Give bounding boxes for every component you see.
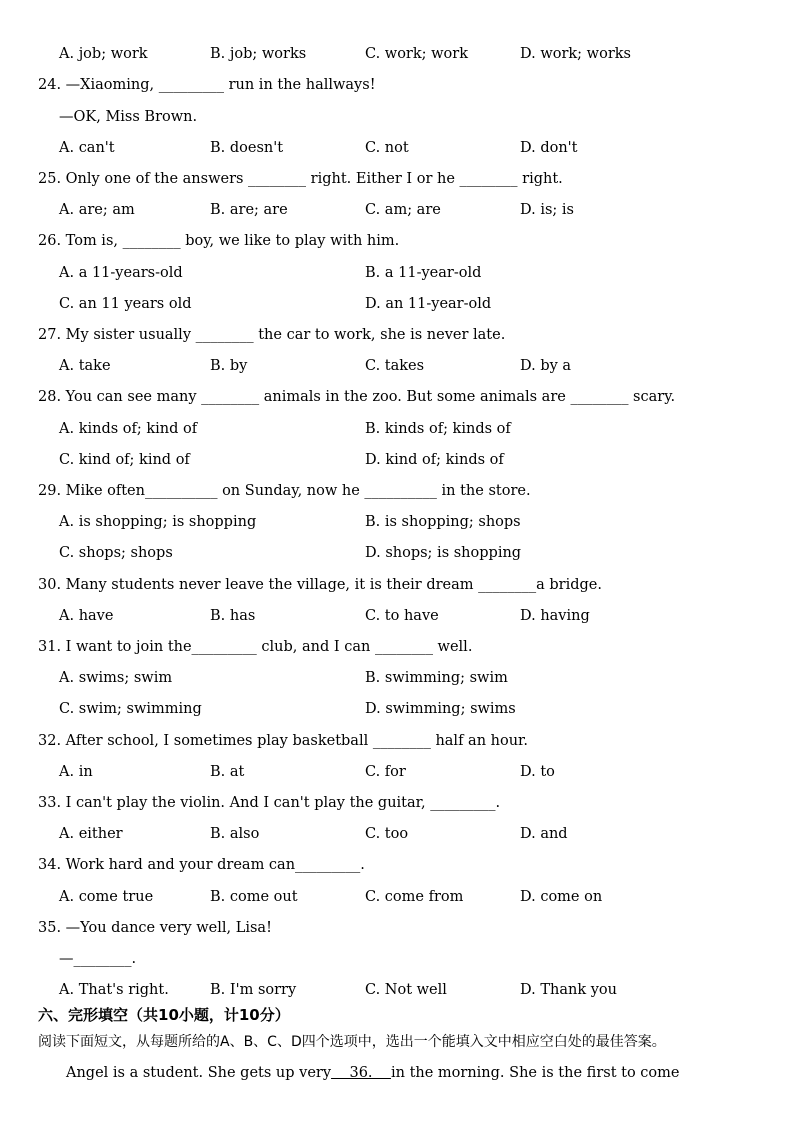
option-d: D. is; is — [520, 202, 574, 218]
question-32-stem: 32. After school, I sometimes play basketball ________ half an hour. — [38, 733, 528, 749]
option-c: C. come from — [365, 889, 464, 905]
option-a: A. kinds of; kind of — [59, 421, 198, 437]
question-25-options — [0, 201, 794, 219]
option-b: B. job; works — [210, 46, 307, 62]
question-27-options — [0, 357, 794, 375]
option-d: D. and — [520, 826, 568, 842]
option-c: C. Not well — [365, 982, 447, 998]
option-d: D. shops; is shopping — [365, 545, 522, 561]
option-a: A. job; work — [59, 46, 148, 62]
option-b: B. swimming; swim — [365, 670, 508, 686]
question-32-options — [0, 763, 794, 781]
question-24-reply: —OK, Miss Brown. — [59, 109, 198, 125]
question-29-stem: 29. Mike often__________ on Sunday, now he __________ in the store. — [38, 483, 531, 499]
question-28-options-row2 — [0, 451, 794, 469]
option-a: A. come true — [59, 889, 154, 905]
option-c: C. shops; shops — [59, 545, 173, 561]
option-d: D. an 11-year-old — [365, 296, 492, 312]
question-35-reply: —________. — [59, 951, 137, 967]
question-35-options — [0, 981, 794, 999]
question-24-stem: 24. —Xiaoming, _________ run in the hallways! — [38, 77, 376, 93]
question-26-options-row2 — [0, 295, 794, 313]
passage-start: Angel is a student. She gets up very — [66, 1065, 332, 1081]
option-c: C. takes — [365, 358, 425, 374]
option-d: D. to — [520, 764, 555, 780]
option-a: A. have — [59, 608, 114, 624]
question-34-options — [0, 888, 794, 906]
option-c: C. swim; swimming — [59, 701, 202, 717]
option-c: C. for — [365, 764, 406, 780]
question-27-stem: 27. My sister usually ________ the car to work, she is never late. — [38, 327, 506, 343]
option-a: A. can't — [59, 140, 115, 156]
option-c: C. an 11 years old — [59, 296, 192, 312]
option-a: A. in — [59, 764, 93, 780]
option-d: D. work; works — [520, 46, 631, 62]
question-31-stem: 31. I want to join the_________ club, and I can ________ well. — [38, 639, 473, 655]
option-d: D. don't — [520, 140, 578, 156]
option-b: B. are; are — [210, 202, 288, 218]
option-a: A. a 11-years-old — [59, 265, 183, 281]
question-26-stem: 26. Tom is, ________ boy, we like to play with him. — [38, 233, 400, 249]
question-30-stem: 30. Many students never leave the village, it is their dream ________a bridge. — [38, 577, 602, 593]
option-b: B. by — [210, 358, 248, 374]
question-31-options-row1 — [0, 669, 794, 687]
option-a: A. take — [59, 358, 111, 374]
question-25-stem: 25. Only one of the answers ________ right. Either I or he ________ right. — [38, 171, 563, 187]
passage-end: in the morning. She is the first to come — [390, 1065, 680, 1081]
question-30-options — [0, 607, 794, 625]
question-28-options-row1 — [0, 420, 794, 438]
option-c: C. to have — [365, 608, 439, 624]
option-b: B. come out — [210, 889, 298, 905]
option-b: B. is shopping; shops — [365, 514, 521, 530]
section-heading: 六、完形填空（共10小题，计10分） — [38, 1006, 290, 1024]
option-b: B. has — [210, 608, 256, 624]
option-b: B. doesn't — [210, 140, 284, 156]
option-d: D. Thank you — [520, 982, 617, 998]
option-c: C. am; are — [365, 202, 441, 218]
question-24-options — [0, 139, 794, 157]
option-row — [0, 45, 794, 63]
question-29-options-row1 — [0, 513, 794, 531]
question-28-stem: 28. You can see many ________ animals in the zoo. But some animals are ________ scary. — [38, 389, 676, 405]
section-instruction: 阅读下面短文，从每题所给的A、B、C、D四个选项中，选出一个能填入文中相应空白处的最佳答案。 — [38, 1034, 666, 1050]
question-33-stem: 33. I can't play the violin. And I can't play the guitar, _________. — [38, 795, 501, 811]
passage-text — [66, 1064, 679, 1082]
option-a: A. is shopping; is shopping — [59, 514, 257, 530]
option-a: A. That's right. — [59, 982, 169, 998]
question-26-options-row1 — [0, 264, 794, 282]
option-c: C. kind of; kind of — [59, 452, 190, 468]
option-c: C. work; work — [365, 46, 469, 62]
question-31-options-row2 — [0, 700, 794, 718]
option-a: A. swims; swim — [59, 670, 173, 686]
option-a: A. either — [59, 826, 123, 842]
option-d: D. kind of; kinds of — [365, 452, 504, 468]
option-d: D. swimming; swims — [365, 701, 516, 717]
option-b: B. kinds of; kinds of — [365, 421, 511, 437]
option-c: C. not — [365, 140, 409, 156]
option-a: A. are; am — [59, 202, 135, 218]
option-b: B. I'm sorry — [210, 982, 297, 998]
option-d: D. having — [520, 608, 590, 624]
option-b: B. a 11-year-old — [365, 265, 482, 281]
option-c: C. too — [365, 826, 409, 842]
blank-36: 36. — [331, 1065, 391, 1081]
option-b: B. at — [210, 764, 245, 780]
option-d: D. by a — [520, 358, 572, 374]
question-35-stem: 35. —You dance very well, Lisa! — [38, 920, 272, 936]
option-d: D. come on — [520, 889, 603, 905]
question-34-stem: 34. Work hard and your dream can_________. — [38, 857, 365, 873]
question-29-options-row2 — [0, 544, 794, 562]
option-b: B. also — [210, 826, 260, 842]
question-33-options — [0, 825, 794, 843]
